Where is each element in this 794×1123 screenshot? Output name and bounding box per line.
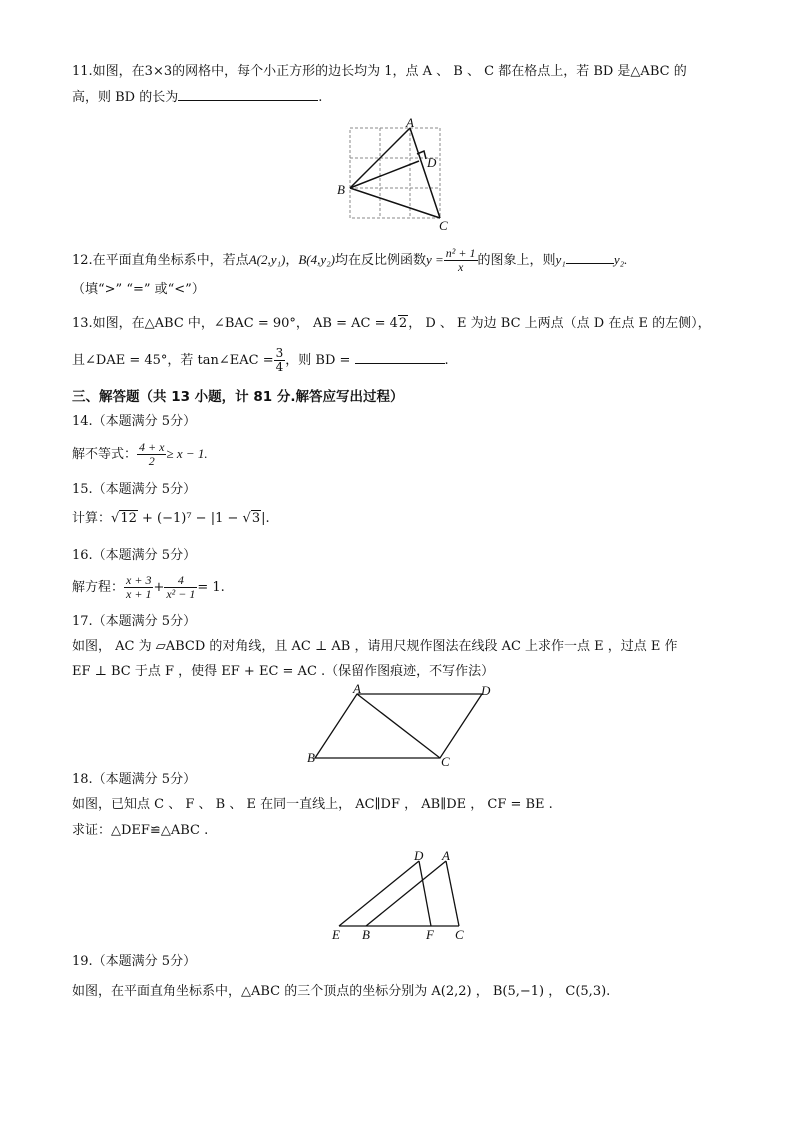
q18-label-b: B <box>362 927 370 942</box>
q12-fraction <box>444 247 478 274</box>
q18-triangles-figure <box>325 846 475 942</box>
q13-line1 <box>72 315 711 333</box>
q13-line2: 且∠DAE = 45°，若 tan∠EAC = $\frac{3}{4}$ ，则 BD = . <box>72 346 449 374</box>
q12-frac-den: x <box>457 260 464 274</box>
q12-post: 的图象上，则 <box>477 253 556 268</box>
q17-line2: EF ⊥ BC 于点 F ，使得 EF + EC = AC .（保留作图痕迹，不写作法） <box>72 664 495 679</box>
q18-line2: 求证：△DEF≌△ABC . <box>72 823 209 838</box>
q18-label-f: F <box>426 927 434 942</box>
q13-line2-pre: 且∠DAE = 45°，若 tan∠EAC = <box>72 353 274 368</box>
q13-line1-post: ， D 、 E 为边 BC 上两点（点 D 在点 E 的左侧）， <box>408 316 711 331</box>
q16-f2-num: 4 <box>164 574 197 588</box>
q15-head: 15.（本题满分 5分） <box>72 482 197 497</box>
q11-label-a: A <box>406 118 414 130</box>
q12-point-a: A(2,y₁) <box>248 252 286 267</box>
q15-sqrt3: 3 <box>251 511 261 526</box>
q17-line1: 如图， AC 为 ▱ABCD 的对角线，且 AC ⊥ AB ，请用尺规作图法在线段 AC 上求作一点 E ，过点 E 作 <box>72 639 678 654</box>
q12-y1: y₁ <box>555 252 566 267</box>
q14-num: 4 + x <box>139 440 165 454</box>
q15-post: |. <box>261 511 270 526</box>
q16-head: 16.（本题满分 5分） <box>72 548 197 563</box>
q13-sqrt: 2 <box>398 316 408 331</box>
q12-func-lhs: y = <box>426 252 444 267</box>
q13-frac-den: 4 <box>275 360 284 374</box>
q12-pre: 12.在平面直角坐标系中，若点 <box>72 253 249 268</box>
q11-grid-figure <box>335 118 455 234</box>
q14-post: ≥ x − 1. <box>166 446 208 461</box>
q14-fraction <box>137 441 166 468</box>
q16-fraction2 <box>164 574 197 601</box>
q12-point-b: B(4,y₂) <box>298 252 335 267</box>
q11-line2-text: 高，则 BD 的长为 <box>72 90 179 105</box>
q12-frac-num: n² + 1 <box>445 246 476 260</box>
q13-line1-text: 13.如图，在△ABC 中，∠BAC = 90°， AB = AC = 4 <box>72 316 398 331</box>
q18-label-a: A <box>442 848 450 863</box>
q17-label-d: D <box>481 684 491 698</box>
q14-body <box>72 438 208 471</box>
q14-head: 14.（本题满分 5分） <box>72 414 197 429</box>
q16-f1-num: x + 3 <box>126 573 152 587</box>
q19-line1: 如图，在平面直角坐标系中，△ABC 的三个顶点的坐标分别为 A(2,2) ， B(5,−1) ， C(5,3). <box>72 984 611 999</box>
q13-answer-blank <box>355 363 445 364</box>
q12-mid: 均在反比例函数 <box>334 253 426 268</box>
q11-line1: 11.如图，在3×3的网格中，每个小正方形的边长均为 1，点 A 、 B 、 C 都在格点上，若 BD 是△ABC 的 <box>72 64 687 79</box>
q12-y2: y₂. <box>613 252 628 267</box>
section3-heading: 三、解答题（共 13 小题，计 81 分.解答应写出过程） <box>72 389 404 405</box>
q11-answer-blank <box>178 100 318 101</box>
q12-answer-blank <box>566 263 614 264</box>
q16-fraction1 <box>124 574 153 601</box>
q17-head: 17.（本题满分 5分） <box>72 614 197 629</box>
q15-body: 计算：√12 + (−1)⁷ − |1 − √3|. <box>72 511 270 526</box>
q18-line1: 如图，已知点 C 、 F 、 B 、 E 在同一直线上， AC∥DF ， AB∥DE ， CF = BE . <box>72 797 553 812</box>
q19-head: 19.（本题满分 5分） <box>72 954 197 969</box>
q15-mid: + (−1)⁷ − |1 − <box>137 511 243 526</box>
q14-pre: 解不等式： <box>72 447 138 462</box>
q18-label-d: D <box>414 848 424 863</box>
q11-label-b: B <box>337 182 345 197</box>
q16-f1-den: x + 1 <box>126 587 152 601</box>
q11-label-c: C <box>439 218 448 233</box>
q16-f2-den: x² − 1 <box>166 587 196 601</box>
q17-parallelogram-figure <box>300 684 505 770</box>
q17-label-b: B <box>307 750 315 765</box>
q16-post: = 1. <box>197 580 225 595</box>
q17-label-c: C <box>441 754 450 769</box>
q16-body <box>72 571 225 605</box>
q13-frac-num: 3 <box>275 346 284 360</box>
q17-label-a: A <box>353 684 361 696</box>
q16-pre: 解方程： <box>72 580 125 595</box>
q12-line2: （填“>” “=” 或“<”） <box>72 282 205 297</box>
q18-label-e: E <box>332 927 340 942</box>
q13-fraction <box>274 347 286 374</box>
q13-line2-post: ，则 BD = <box>285 353 351 368</box>
q18-head: 18.（本题满分 5分） <box>72 772 197 787</box>
q15-pre: 计算： <box>72 511 112 526</box>
q14-den: 2 <box>148 454 155 468</box>
q16-plus: + <box>153 580 165 595</box>
q12-line1: 12.在平面直角坐标系中，若点A(2,y₁)，B(4,y₂)均在反比例函数y = $\frac{\text{n² + 1}}{x}$ 的图象上，则y₁ y₂. <box>72 246 628 274</box>
q15-sqrt12: 12 <box>120 511 137 526</box>
q11-line2: 高，则 BD 的长为 . <box>72 90 323 105</box>
q11-label-d: D <box>427 155 437 170</box>
q18-label-c: C <box>455 927 464 942</box>
